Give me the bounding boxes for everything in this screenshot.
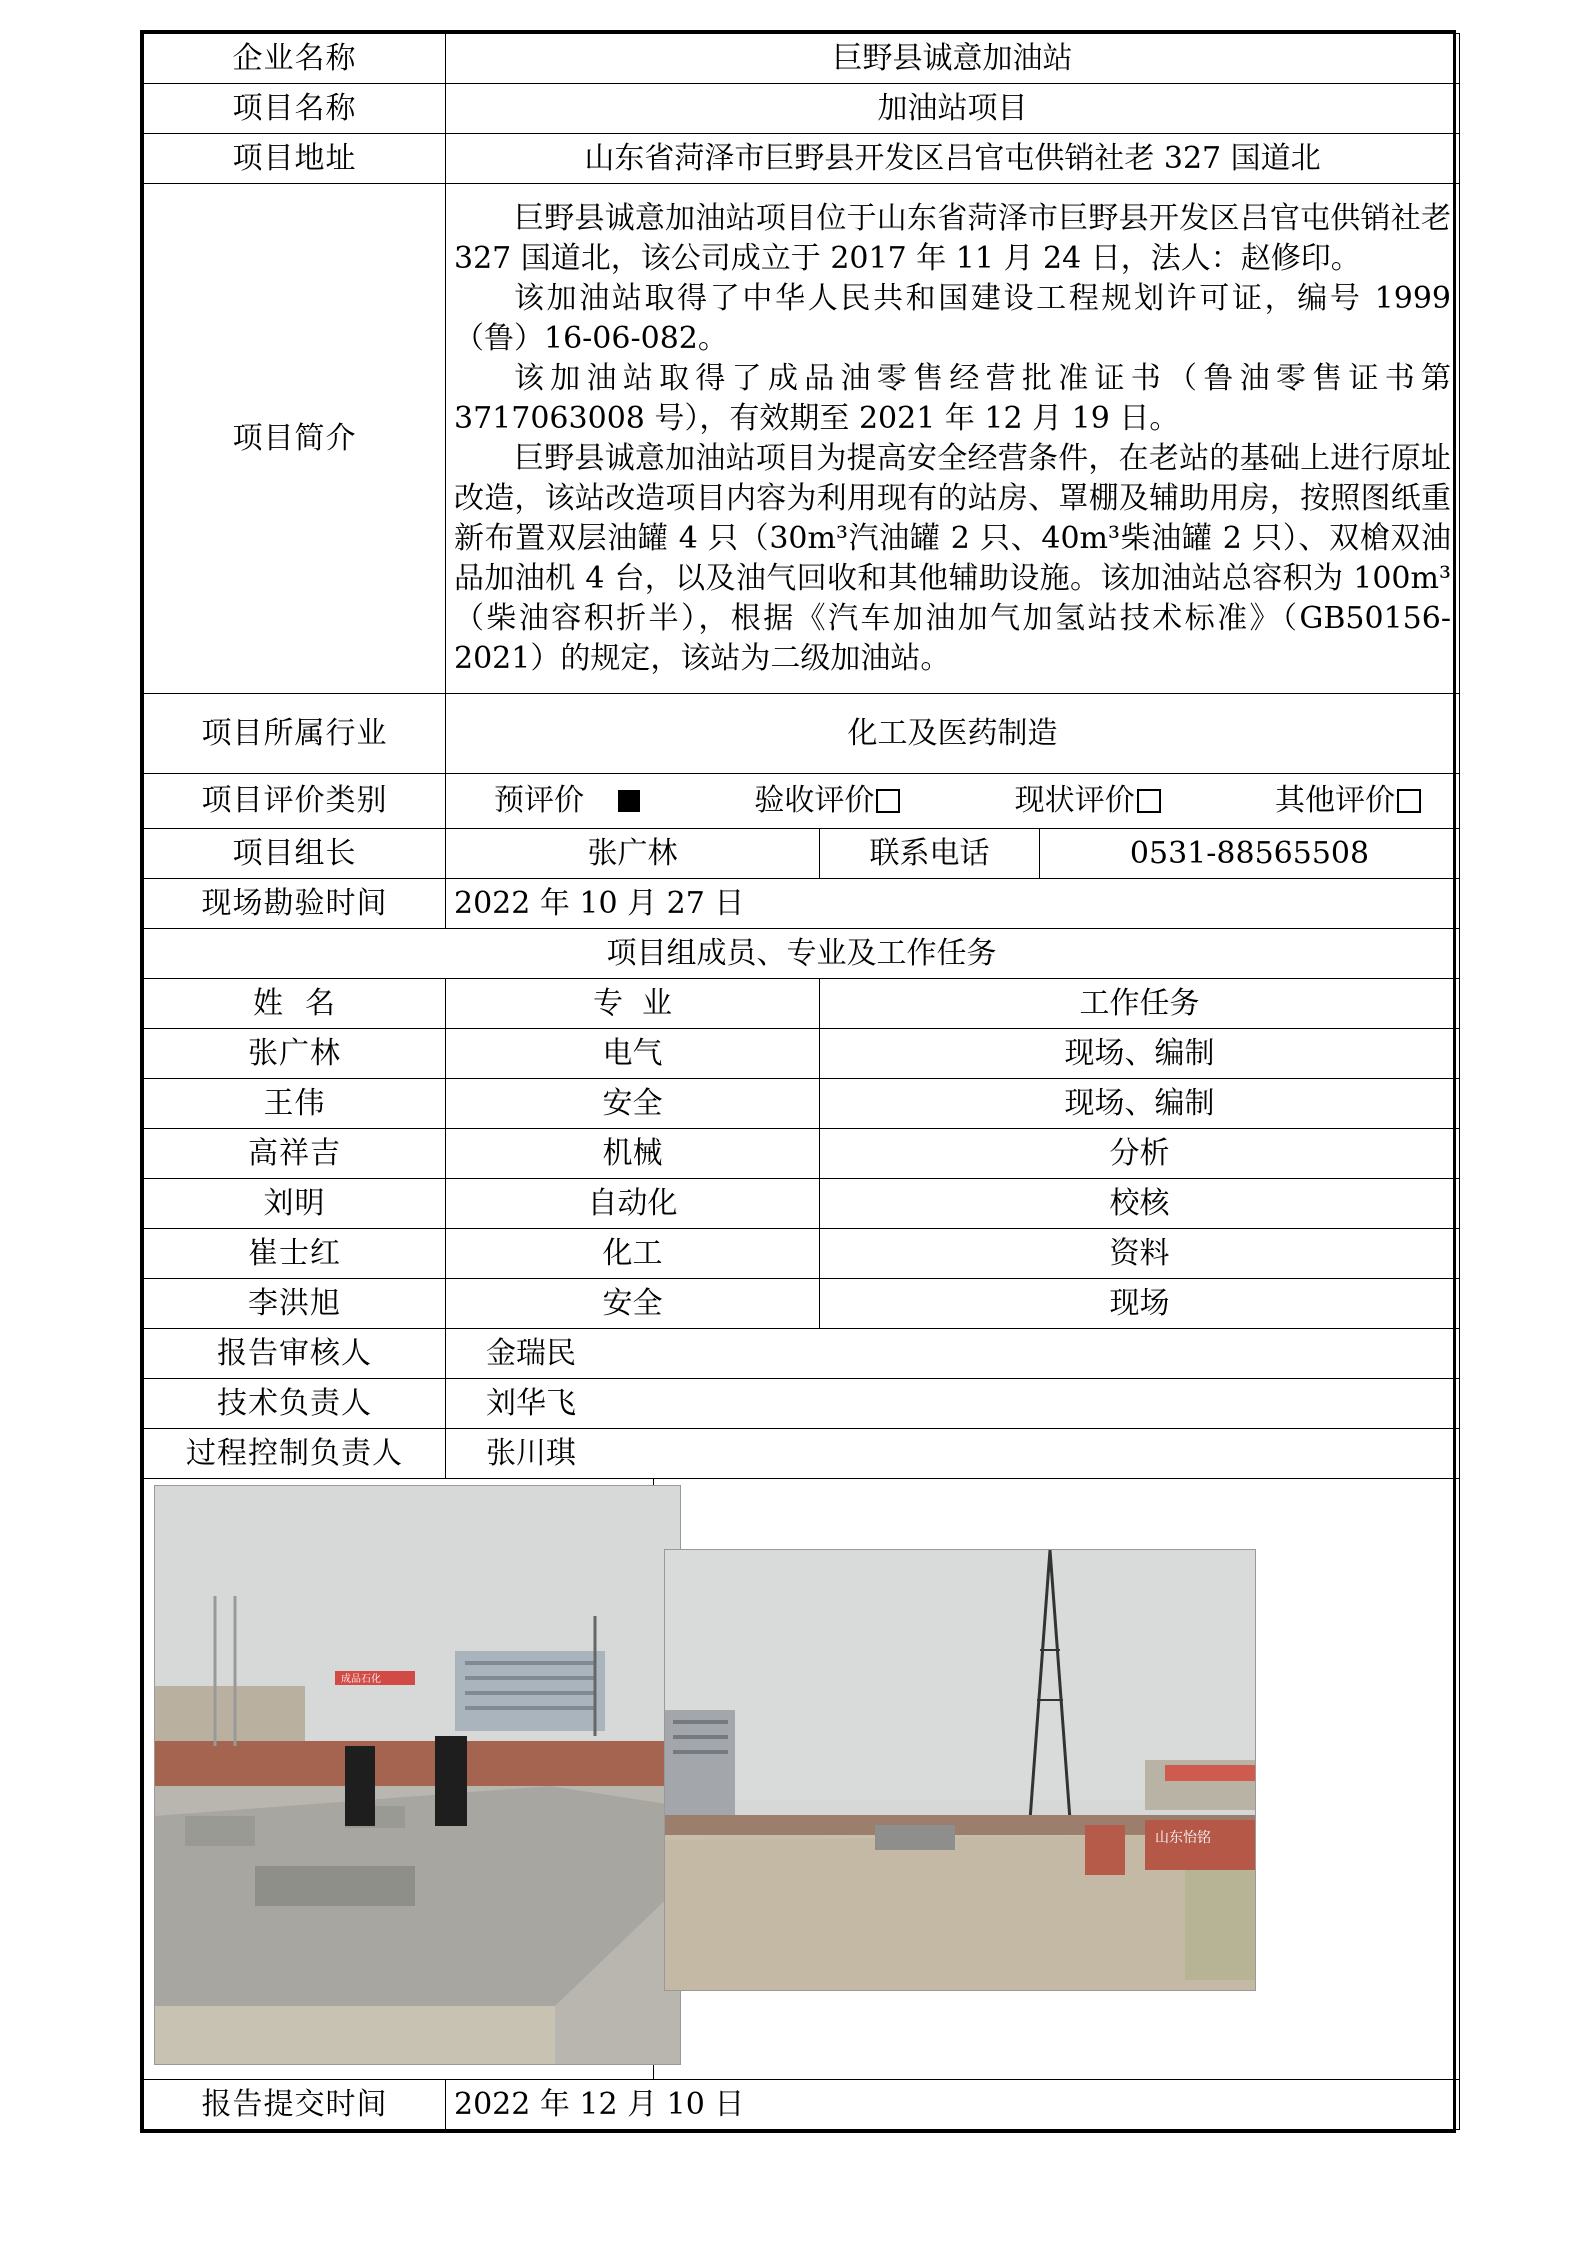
row-submit <box>144 2080 1460 2130</box>
site-photo-right <box>664 1549 1256 1991</box>
category-option-pre[interactable] <box>494 781 640 821</box>
address-label: 项目地址 <box>144 134 446 184</box>
member-name: 王伟 <box>144 1079 446 1129</box>
team-row <box>144 1029 1460 1079</box>
team-row <box>144 1179 1460 1229</box>
member-name: 高祥吉 <box>144 1129 446 1179</box>
option-label: 其他评价 <box>1274 783 1395 818</box>
row-reviewer <box>144 1329 1460 1379</box>
member-major: 机械 <box>446 1129 820 1179</box>
row-company <box>144 34 1460 84</box>
team-row <box>144 1129 1460 1179</box>
row-leader <box>144 829 1460 879</box>
team-header-task: 工作任务 <box>820 979 1460 1029</box>
row-photos <box>144 1479 1460 2080</box>
category-option-other[interactable] <box>1275 781 1421 821</box>
intro-label: 项目简介 <box>144 184 446 694</box>
member-name: 李洪旭 <box>144 1279 446 1329</box>
survey-label: 现场勘验时间 <box>144 879 446 929</box>
team-header-row <box>144 979 1460 1029</box>
project-value: 加油站项目 <box>446 84 1460 134</box>
process-value: 张川琪 <box>446 1429 1460 1479</box>
intro-text <box>446 184 1460 694</box>
member-major: 安全 <box>446 1279 820 1329</box>
team-row <box>144 1279 1460 1329</box>
team-header-major: 专 业 <box>446 979 820 1029</box>
member-name: 张广林 <box>144 1029 446 1079</box>
member-task: 现场、编制 <box>820 1029 1460 1079</box>
checkbox-empty-icon <box>1137 789 1161 813</box>
row-survey <box>144 879 1460 929</box>
row-project <box>144 84 1460 134</box>
team-header-name: 姓 名 <box>144 979 446 1029</box>
category-option-acceptance[interactable] <box>754 781 900 821</box>
checkbox-checked-icon <box>618 790 640 812</box>
tech-label: 技术负责人 <box>144 1379 446 1429</box>
reviewer-label: 报告审核人 <box>144 1329 446 1379</box>
team-row <box>144 1229 1460 1279</box>
leader-value: 张广林 <box>446 829 820 879</box>
category-option-status[interactable] <box>1015 781 1161 821</box>
site-photo-left-image <box>155 1486 680 2064</box>
company-value: 巨野县诚意加油站 <box>446 34 1460 84</box>
category-label: 项目评价类别 <box>144 774 446 829</box>
option-label: 现状评价 <box>1014 783 1135 818</box>
intro-paragraph: 该加油站取得了中华人民共和国建设工程规划许可证，编号 1999（鲁）16-06-082。 <box>454 280 1451 356</box>
site-photo-right-image <box>665 1550 1255 1990</box>
row-category <box>144 774 1460 829</box>
process-label: 过程控制负责人 <box>144 1429 446 1479</box>
industry-label: 项目所属行业 <box>144 694 446 774</box>
sign-text: 成品石化 <box>341 1674 381 1685</box>
wall-text: 山东怡铭 <box>1155 1830 1211 1846</box>
member-major: 自动化 <box>446 1179 820 1229</box>
member-major: 电气 <box>446 1029 820 1079</box>
row-industry <box>144 694 1460 774</box>
member-task: 现场 <box>820 1279 1460 1329</box>
address-value: 山东省菏泽市巨野县开发区吕官屯供销社老 327 国道北 <box>446 134 1460 184</box>
checkbox-empty-icon <box>876 789 900 813</box>
member-task: 分析 <box>820 1129 1460 1179</box>
site-photo-left <box>154 1485 681 2065</box>
member-name: 崔士红 <box>144 1229 446 1279</box>
company-label: 企业名称 <box>144 34 446 84</box>
checkbox-empty-icon <box>1397 789 1421 813</box>
intro-paragraph: 该加油站取得了成品油零售经营批准证书（鲁油零售证书第 3717063008 号），有效期至 2021 年 12 月 19 日。 <box>454 360 1451 436</box>
project-label: 项目名称 <box>144 84 446 134</box>
option-label: 验收评价 <box>754 783 875 818</box>
industry-value: 化工及医药制造 <box>446 694 1460 774</box>
photo-cell-left <box>144 1479 654 2080</box>
member-task: 资料 <box>820 1229 1460 1279</box>
submit-value: 2022 年 12 月 10 日 <box>446 2080 1460 2130</box>
row-tech <box>144 1379 1460 1429</box>
row-intro <box>144 184 1460 694</box>
member-major: 化工 <box>446 1229 820 1279</box>
form-table <box>143 33 1460 2130</box>
photo-cell-right <box>654 1479 1460 2080</box>
member-task: 现场、编制 <box>820 1079 1460 1129</box>
reviewer-value: 金瑞民 <box>446 1329 1460 1379</box>
leader-label: 项目组长 <box>144 829 446 879</box>
category-options <box>446 774 1460 829</box>
team-title: 项目组成员、专业及工作任务 <box>144 929 1460 979</box>
phone-value: 0531-88565508 <box>1040 829 1460 879</box>
team-row <box>144 1079 1460 1129</box>
evaluation-form <box>140 30 1456 2133</box>
row-process <box>144 1429 1460 1479</box>
phone-label: 联系电话 <box>820 829 1040 879</box>
survey-value: 2022 年 10 月 27 日 <box>446 879 1460 929</box>
submit-label: 报告提交时间 <box>144 2080 446 2130</box>
member-name: 刘明 <box>144 1179 446 1229</box>
row-team-title <box>144 929 1460 979</box>
row-address <box>144 134 1460 184</box>
tech-value: 刘华飞 <box>446 1379 1460 1429</box>
intro-paragraph: 巨野县诚意加油站项目位于山东省菏泽市巨野县开发区吕官屯供销社老 327 国道北，该公司成立于 2017 年 11 月 24 日，法人：赵修印。 <box>454 200 1451 276</box>
option-label: 预评价 <box>494 783 584 818</box>
intro-paragraph: 巨野县诚意加油站项目为提高安全经营条件，在老站的基础上进行原址改造，该站改造项目内容为利用现有的站房、罩棚及辅助用房，按照图纸重新布置双层油罐 4 只（30m³汽油罐 2 只、40m³柴油罐 2 只）、双槍双油品加油机 4 台，以及油气回收和其他辅助设施。该加油站总容积为 100m³（柴油容积折半），根据《汽车加油加气加氢站技术标准》（GB50156-2021）的规定，该站为二级加油站。 <box>454 440 1451 676</box>
member-task: 校核 <box>820 1179 1460 1229</box>
member-major: 安全 <box>446 1079 820 1129</box>
